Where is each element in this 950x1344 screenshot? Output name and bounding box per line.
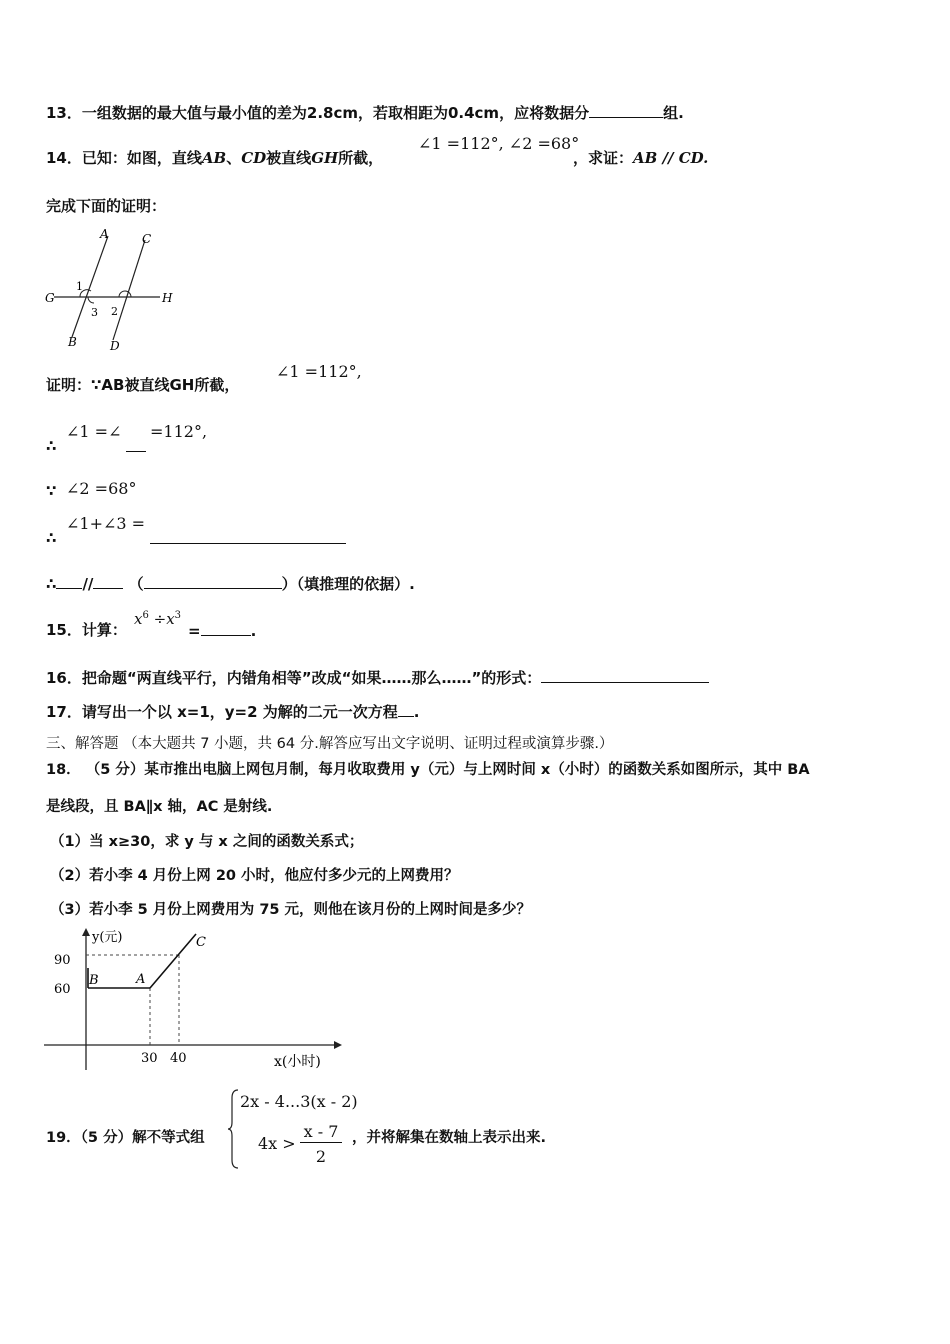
label-angle-2: 2 [111, 305, 118, 318]
proof-line-4-math: ∠1+∠3 = [66, 514, 146, 533]
q16-text: 16．把命题“两直线平行，内错角相等”改成“如果……那么……”的形式： [46, 669, 542, 687]
label-point-c: C [196, 935, 206, 950]
question-13 [46, 102, 684, 123]
x-axis-arrow [334, 1041, 342, 1049]
proof-line-5-blank-3 [144, 573, 282, 589]
tick-x-40: 40 [170, 1051, 187, 1066]
x-axis-label: x(小时) [274, 1054, 321, 1070]
q14-given: ∠1 =112°, ∠2 =68° [418, 134, 580, 153]
q18-line-2: 是线段，且 BA∥x 轴，AC 是射线. [46, 799, 273, 815]
proof-line-1-math: ∠1 =112°, [276, 362, 362, 381]
q18-graph [44, 924, 344, 1074]
q15-label: 15．计算： [46, 621, 127, 639]
q13-tail: 组. [663, 104, 684, 122]
q14-gh: GH [311, 149, 339, 167]
y-axis-label: y(元) [92, 930, 123, 945]
q19-inequality-1: 2x - 4...3(x - 2) [240, 1092, 358, 1111]
proof-line-5 [46, 573, 415, 594]
question-16 [46, 667, 709, 688]
q17-tail: . [413, 703, 420, 721]
q19-fraction-denominator: 2 [315, 1147, 327, 1166]
q15-expression: $x^6 \div x^3$ [134, 610, 182, 628]
q14-prove-label: ，求证： [573, 149, 634, 167]
y-axis-arrow [82, 928, 90, 936]
q18-part-3: （3）若小李 5 月份上网费用为 75 元，则他在该月份的上网时间是多少？ [50, 902, 532, 918]
label-D: D [110, 339, 120, 353]
q17-text: 17．请写出一个以 x=1，y=2 为解的二元一次方程 [46, 703, 398, 721]
label-H: H [162, 291, 173, 305]
proof-line-2-blank [126, 451, 146, 452]
tick-y-60: 60 [54, 982, 71, 997]
label-A: A [100, 227, 109, 241]
q14-prefix: 14．已知：如图，直线 [46, 149, 202, 167]
tick-y-90: 90 [54, 953, 71, 968]
label-angle-3: 3 [91, 306, 98, 319]
angle-2-arc [119, 291, 131, 297]
q19-tail: ，并将解集在数轴上表示出来. [352, 1130, 547, 1146]
q19-label: 19．（5 分）解不等式组 [46, 1130, 205, 1146]
label-C: C [142, 232, 152, 246]
q14-cd: CD [241, 149, 267, 167]
proof-line-5-therefore: ∴ [46, 575, 57, 593]
q19-fraction-numerator: x - 7 [300, 1122, 342, 1143]
label-B: B [68, 335, 77, 349]
q15-equals: = [188, 622, 201, 640]
proof-line-5-close: ）（填推理的依据）. [281, 575, 415, 593]
ray-ac [150, 934, 196, 988]
q19-inequality-2-left: 4x > [258, 1134, 296, 1153]
proof-line-5-open: （ [128, 575, 144, 593]
parallel-lines-figure [40, 222, 190, 354]
label-point-b: B [89, 973, 99, 988]
label-angle-1: 1 [76, 280, 83, 293]
question-17 [46, 701, 420, 722]
q14-prove [573, 148, 708, 168]
q15-blank [201, 620, 251, 636]
q15-answer: = . [188, 622, 257, 640]
q14-suffix: 所截， [338, 149, 384, 167]
proof-line-2-math-a: ∠1 =∠ [66, 422, 122, 441]
proof-line-3-math: ∠2 =68° [66, 479, 137, 498]
question-14 [46, 148, 383, 168]
proof-line-4-blank [150, 543, 346, 544]
proof-intro: 完成下面的证明： [46, 197, 167, 215]
q18-line-1: 18． （5 分）某市推出电脑上网包月制，每月收取费用 y（元）与上网时间 x（小时）的函数关系如图所示，其中 BA [46, 762, 810, 778]
proof-line-5-parallel: // [82, 575, 94, 593]
q18-part-1: （1）当 x≥30，求 y 与 x 之间的函数关系式； [50, 834, 364, 850]
q14-ab: AB [201, 149, 227, 167]
label-point-a: A [136, 972, 146, 987]
q14-sep: 、 [226, 149, 242, 167]
angle-3-arc [88, 297, 94, 303]
label-G: G [45, 291, 55, 305]
q14-prove-statement: AB // CD. [633, 149, 709, 167]
proof-line-2-math-b: =112°, [150, 422, 208, 441]
tick-x-30: 30 [141, 1051, 158, 1066]
proof-line-5-blank-2 [93, 573, 123, 589]
proof-line-3-because: ∵ [46, 482, 57, 500]
line-cd [113, 240, 145, 340]
q16-blank [541, 667, 709, 683]
proof-line-4-therefore: ∴ [46, 529, 57, 547]
proof-line-2-therefore: ∴ [46, 437, 57, 455]
q13-blank [589, 102, 663, 118]
q18-part-2: （2）若小李 4 月份上网 20 小时，他应付多少元的上网费用？ [50, 868, 459, 884]
q17-blank [398, 701, 414, 717]
q19-brace [226, 1088, 240, 1170]
section-3-heading: 三、解答题 （本大题共 7 小题，共 64 分.解答应写出文字说明、证明过程或演算步骤.） [46, 736, 614, 752]
proof-line-5-blank-1 [56, 573, 82, 589]
q13-text: 13．一组数据的最大值与最小值的差为2.8cm，若取相距为0.4cm，应将数据分 [46, 104, 590, 122]
q14-mid: 被直线 [266, 149, 312, 167]
proof-line-1-text: 证明：∵AB被直线GH所截， [46, 376, 240, 394]
